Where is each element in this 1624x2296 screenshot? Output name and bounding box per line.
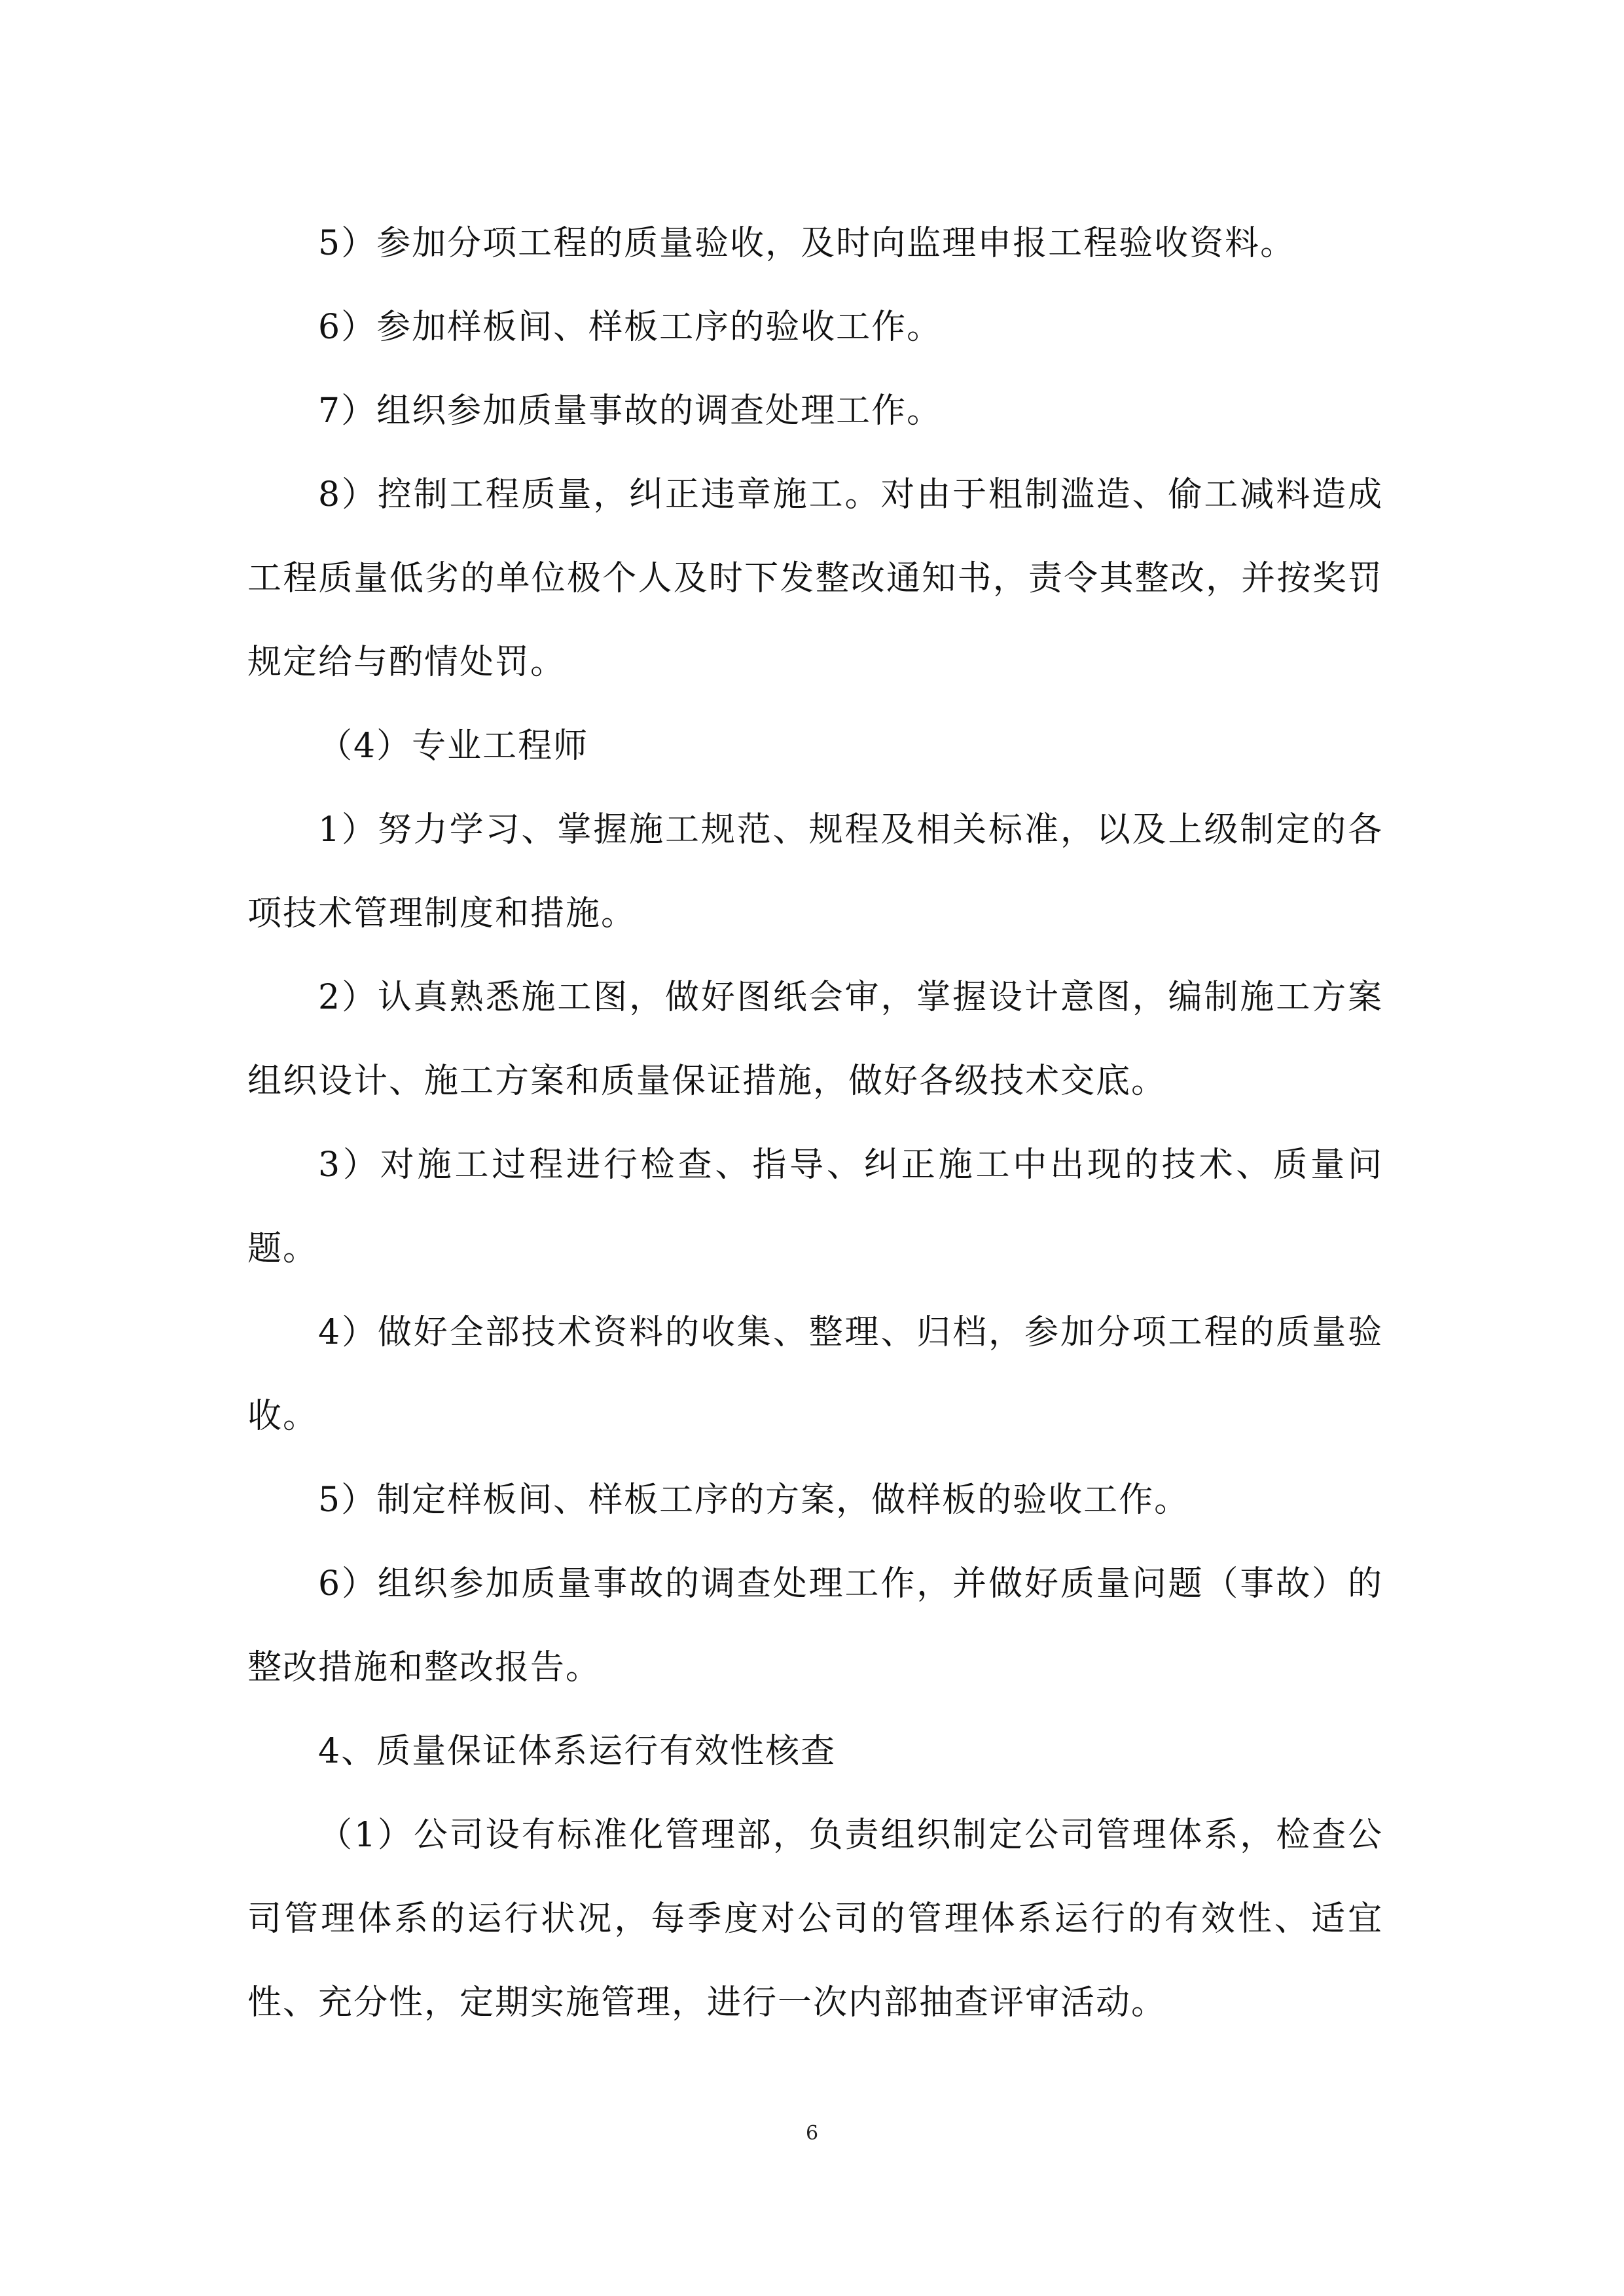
body-text: [247, 202, 1383, 2045]
page-number: 6: [805, 2122, 819, 2145]
paragraph-item-5-acceptance: 5）参加分项工程的质量验收，及时向监理申报工程验收资料。: [318, 224, 1296, 263]
paragraph-item-8-quality-control: 8）控制工程质量，纠正违章施工。对由于粗制滥造、偷工减料造成工程质量低劣的单位极个人及时下发整改通知书，责令其整改，并按奖罚规定给与酌情处罚。: [247, 475, 1383, 682]
section-heading-effectiveness-check: 4、质量保证体系运行有效性核查: [318, 1732, 837, 1771]
section-heading-specialist-engineer: （4）专业工程师: [318, 726, 589, 766]
paragraph-item-6-rectification: 6）组织参加质量事故的调查处理工作，并做好质量问题（事故）的整改措施和整改报告。: [247, 1564, 1383, 1687]
paragraph-item-5-sample-plan: 5）制定样板间、样板工序的方案，做样板的验收工作。: [318, 1480, 1190, 1520]
paragraph-item-2-drawings: 2）认真熟悉施工图，做好图纸会审，掌握设计意图，编制施工方案组织设计、施工方案和质量保证措施，做好各级技术交底。: [247, 978, 1383, 1101]
paragraph-item-4-records: 4）做好全部技术资料的收集、整理、归档，参加分项工程的质量验收。: [247, 1313, 1383, 1436]
paragraph-item-6-sample-room: 6）参加样板间、样板工序的验收工作。: [318, 308, 943, 347]
paragraph-item-1-study: 1）努力学习、掌握施工规范、规程及相关标准，以及上级制定的各项技术管理制度和措施。: [247, 810, 1383, 933]
paragraph-item-1-standardization: （1）公司设有标准化管理部，负责组织制定公司管理体系，检查公司管理体系的运行状况，每季度对公司的管理体系运行的有效性、适宜性、充分性，定期实施管理，进行一次内部抽查评审活动。: [247, 1816, 1383, 2022]
paragraph-item-3-inspection: 3）对施工过程进行检查、指导、纠正施工中出现的技术、质量问题。: [247, 1145, 1383, 1268]
paragraph-item-7-accident: 7）组织参加质量事故的调查处理工作。: [318, 391, 943, 431]
